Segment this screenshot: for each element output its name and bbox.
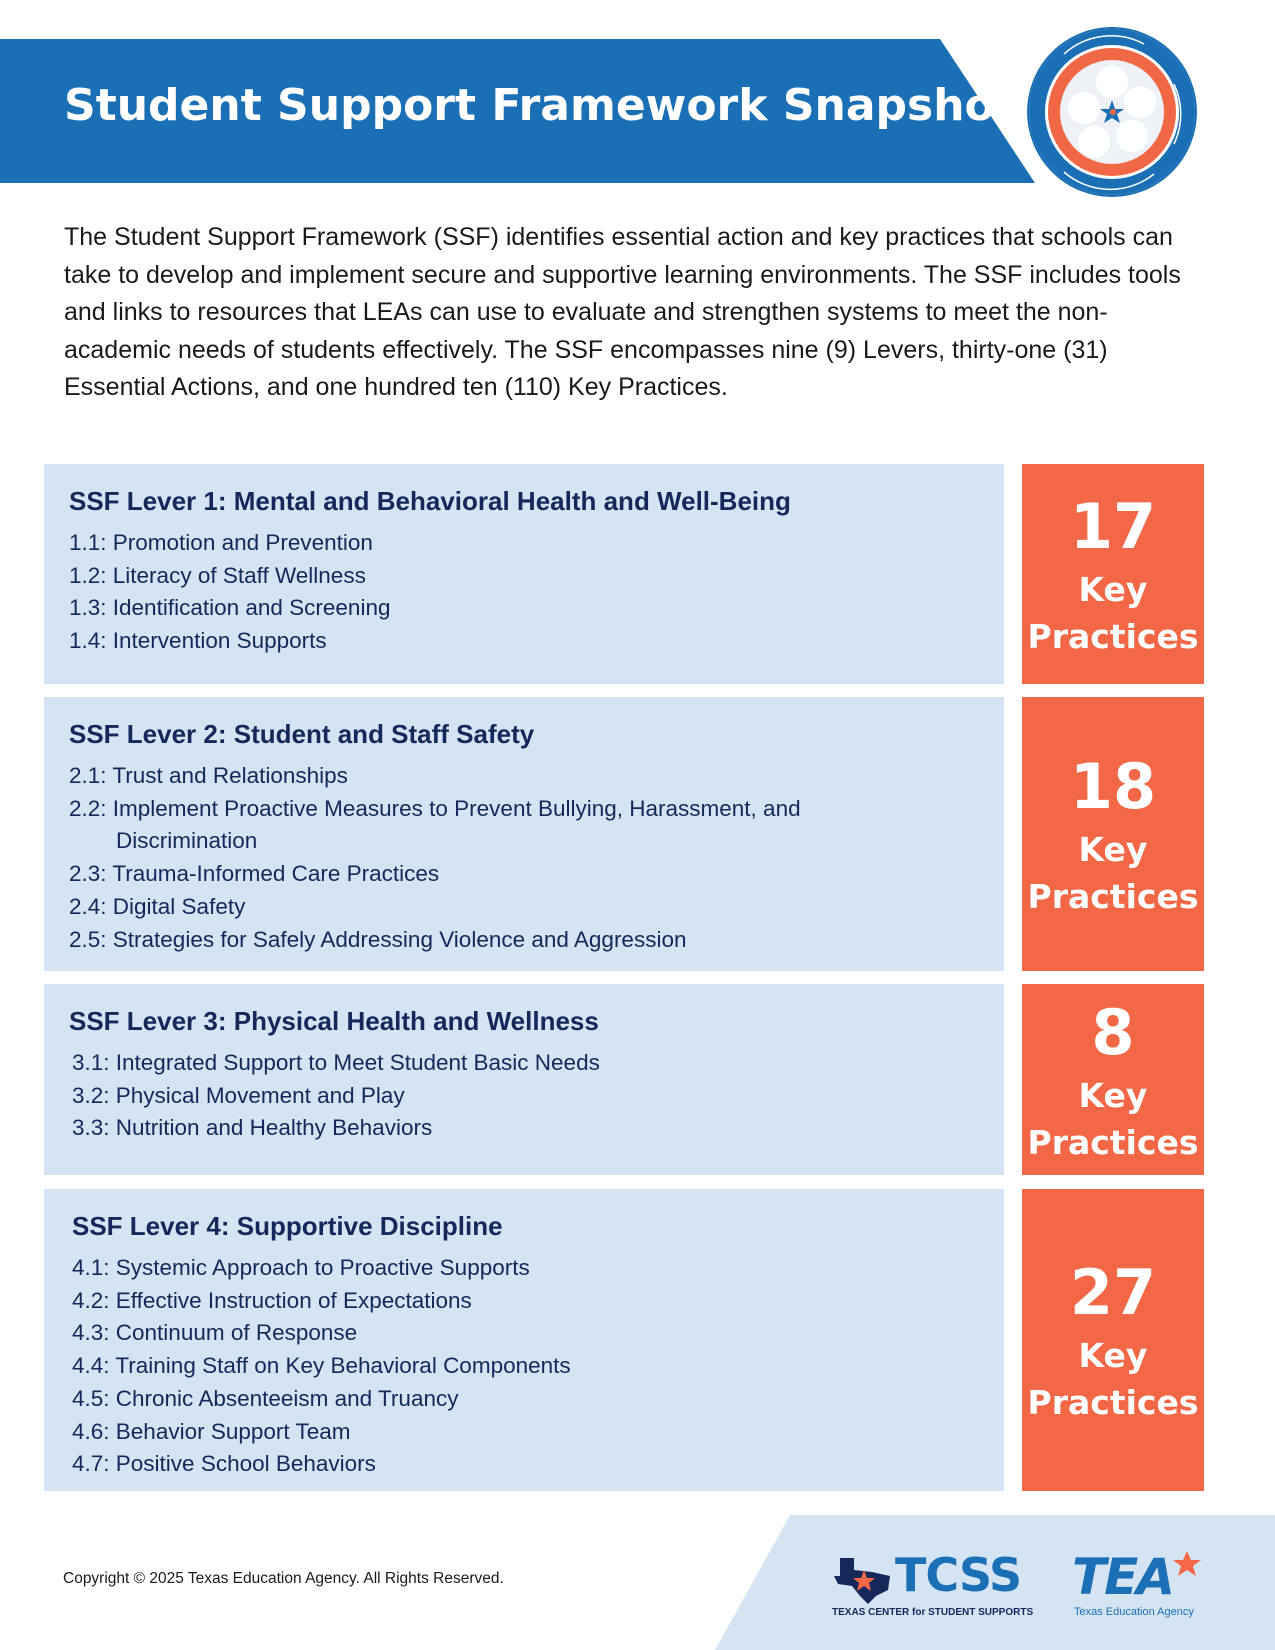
lever-title: SSF Lever 3: Physical Health and Wellness xyxy=(69,1006,599,1036)
lever-title: SSF Lever 1: Mental and Behavioral Health and Well-Being xyxy=(69,486,791,516)
intro-paragraph: The Student Support Framework (SSF) identifies essential action and key practices that schools can take to develop and implement secure and supportive learning environments. The SSF includes tools and links to resources that LEAs can use to evaluate and strengthen systems to meet the non-academic needs of students effectively. The SSF encompasses nine (9) Levers, thirty-one (31) Essential Actions, and one hundred ten (110) Key Practices. xyxy=(64,223,1181,401)
essential-action: 4.7: Positive School Behaviors xyxy=(72,1451,376,1477)
essential-action: 2.3: Trauma-Informed Care Practices xyxy=(69,861,440,887)
tea-full-name: Texas Education Agency xyxy=(1074,1606,1194,1618)
essential-action: 3.3: Nutrition and Healthy Behaviors xyxy=(72,1115,433,1141)
essential-action: 2.1: Trust and Relationships xyxy=(69,763,348,788)
copyright-text: Copyright © 2025 Texas Education Agency. All Rights Reserved. xyxy=(63,1570,504,1587)
essential-actions-list xyxy=(69,1047,1004,1145)
texas-star-icon xyxy=(832,1556,894,1606)
essential-action: 4.5: Chronic Absenteeism and Truancy xyxy=(72,1385,459,1411)
key-practices-label: Key xyxy=(1078,570,1148,609)
lever-card-1 xyxy=(44,464,1004,684)
essential-action: 1.2: Literacy of Staff Wellness xyxy=(69,562,366,588)
key-practices-label: Key xyxy=(1078,830,1148,869)
essential-action: 4.4: Training Staff on Key Behavioral Components xyxy=(72,1353,571,1379)
essential-action: 2.5: Strategies for Safely Addressing Violence and Aggression xyxy=(69,926,687,952)
essential-action: 3.2: Physical Movement and Play xyxy=(72,1082,405,1108)
essential-action: 1.1: Promotion and Prevention xyxy=(69,530,373,555)
key-practices-count-2 xyxy=(1022,697,1204,971)
key-practices-label: Key xyxy=(1078,1075,1148,1115)
key-practices-number: 18 xyxy=(1069,750,1157,823)
essential-action: 2.4: Digital Safety xyxy=(69,893,246,919)
key-practices-count-4 xyxy=(1022,1189,1204,1491)
key-practices-label: Practices xyxy=(1027,877,1199,916)
tcss-full-name: TEXAS CENTER for STUDENT SUPPORTS xyxy=(832,1607,1034,1618)
framework-wheel-logo xyxy=(1024,24,1200,200)
essential-actions-list xyxy=(69,1252,1004,1481)
essential-action: 1.4: Intervention Supports xyxy=(69,628,327,654)
lever-card-4 xyxy=(44,1189,1004,1491)
essential-actions-list xyxy=(69,760,1004,956)
key-practices-number: 17 xyxy=(1069,490,1157,563)
key-practices-label: Key xyxy=(1078,1336,1148,1375)
lever-title: SSF Lever 2: Student and Staff Safety xyxy=(69,719,535,749)
key-practices-number: 27 xyxy=(1069,1256,1157,1329)
key-practices-label: Practices xyxy=(1027,617,1199,656)
key-practices-count-3 xyxy=(1022,984,1204,1175)
key-practices-label: Practices xyxy=(1027,1383,1199,1422)
lever-card-2 xyxy=(44,697,1004,971)
page-title: Student Support Framework Snapshot xyxy=(64,80,1016,131)
essential-action: 4.2: Effective Instruction of Expectations xyxy=(72,1287,472,1313)
lever-card-3 xyxy=(44,984,1004,1175)
lever-title: SSF Lever 4: Supportive Discipline xyxy=(72,1211,503,1241)
key-practices-number: 8 xyxy=(1091,995,1135,1069)
key-practices-count-1 xyxy=(1022,464,1204,684)
essential-actions-list xyxy=(69,527,1004,658)
essential-action: 4.3: Continuum of Response xyxy=(72,1320,358,1346)
essential-action: 2.2: Implement Proactive Measures to Prevent Bullying, Harassment, and Discrimination xyxy=(69,795,801,854)
tea-star-icon xyxy=(1172,1550,1202,1578)
essential-action: 3.1: Integrated Support to Meet Student Basic Needs xyxy=(72,1050,600,1075)
key-practices-label: Practices xyxy=(1027,1122,1199,1162)
tcss-wordmark: TCSS xyxy=(895,1548,1022,1602)
tea-wordmark: TEA xyxy=(1072,1548,1173,1606)
essential-action: 4.6: Behavior Support Team xyxy=(72,1418,351,1444)
essential-action: 4.1: Systemic Approach to Proactive Supports xyxy=(72,1255,530,1280)
essential-action: 1.3: Identification and Screening xyxy=(69,595,391,621)
